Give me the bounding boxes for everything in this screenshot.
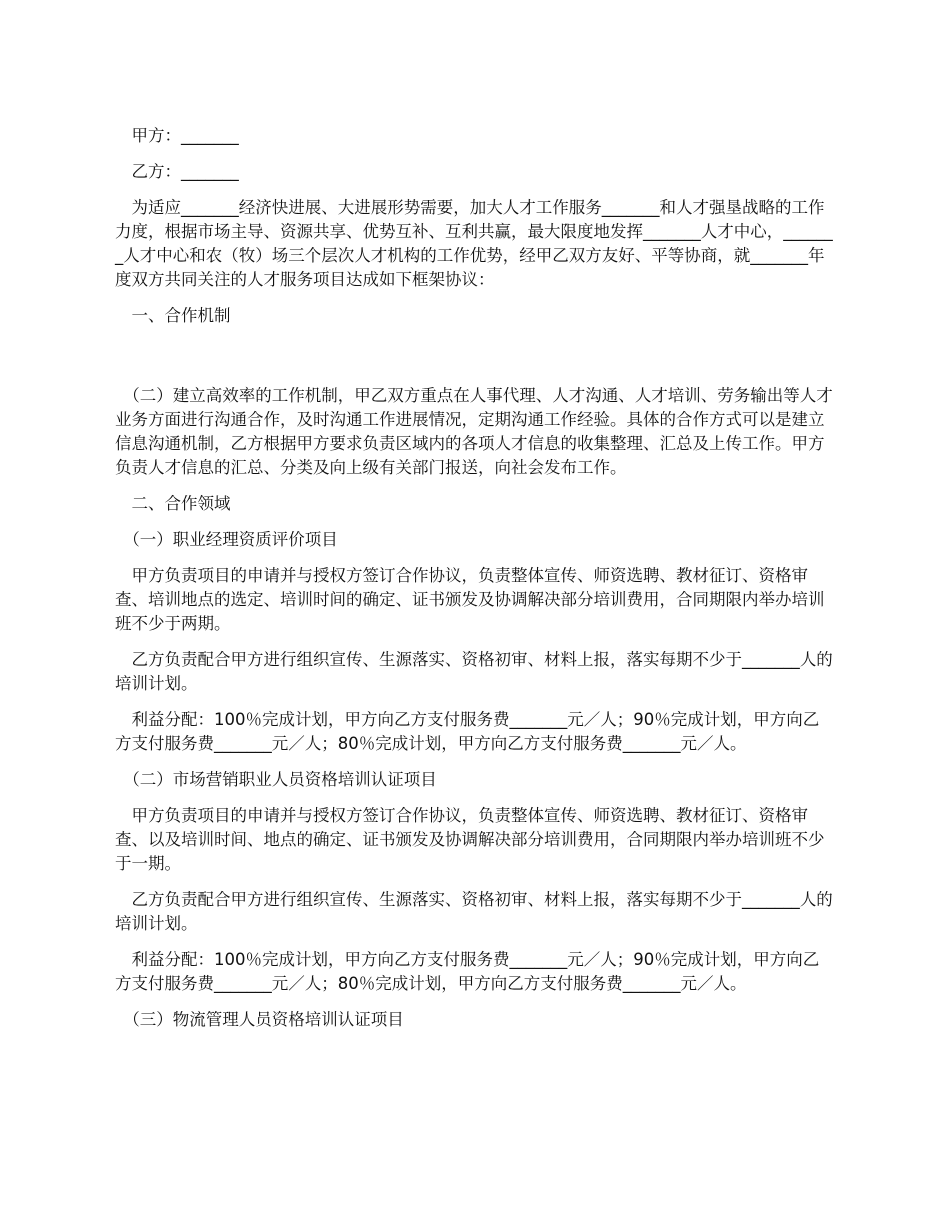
subsection-heading-logistics-certification: （三）物流管理人员资格培训认证项目 [115, 1010, 404, 1029]
party-a-duties-paragraph: 甲方负责项目的申请并与授权方签订合作协议，负责整体宣传、师资选聘、教材征订、资格审查、以及培训时间、地点的确定、证书颁发及协调解决部分培训费用，合同期限内举办培训班不少于一期。 [115, 806, 825, 873]
section-heading-cooperation-fields: 二、合作领域 [115, 494, 231, 513]
profit-distribution-paragraph: 利益分配：100％完成计划，甲方向乙方支付服务费_______元／人；90％完成计划，甲方向乙方支付服务费_______元／人；80％完成计划，甲方向乙方支付服务费_______元／人。 [115, 710, 820, 753]
subsection-heading-marketing-certification: （二）市场营销职业人员资格培训认证项目 [115, 770, 437, 789]
party-b-duties-paragraph: 乙方负责配合甲方进行组织宣传、生源落实、资格初审、材料上报，落实每期不少于_______人的培训计划。 [115, 890, 833, 933]
subsection-heading-manager-qualification: （一）职业经理资质评价项目 [115, 530, 338, 549]
clause-efficient-mechanism: （二）建立高效率的工作机制，甲乙双方重点在人事代理、人才沟通、人才培训、劳务输出等人才业务方面进行沟通合作，及时沟通工作进展情况，定期沟通工作经验。具体的合作方式可以是建立信息沟通机制，乙方根据甲方要求负责区域内的各项人才信息的收集整理、汇总及上传工作。甲方负责人才信息的汇总、分类及向上级有关部门报送，向社会发布工作。 [115, 386, 833, 477]
section-heading-cooperation-mechanism: 一、合作机制 [115, 306, 231, 325]
document-page [115, 124, 835, 1032]
profit-distribution-paragraph: 利益分配：100％完成计划，甲方向乙方支付服务费_______元／人；90％完成计划，甲方向乙方支付服务费_______元／人；80％完成计划，甲方向乙方支付服务费_______元／人。 [115, 950, 820, 993]
party-a-duties-paragraph: 甲方负责项目的申请并与授权方签订合作协议，负责整体宣传、师资选聘、教材征订、资格审查、培训地点的选定、培训时间的确定、证书颁发及协调解决部分培训费用，合同期限内举办培训班不少于两期。 [115, 566, 825, 633]
party-b-line: 乙方：_______ [115, 162, 239, 181]
party-a-line: 甲方：_______ [115, 126, 239, 145]
party-b-duties-paragraph: 乙方负责配合甲方进行组织宣传、生源落实、资格初审、材料上报，落实每期不少于_______人的培训计划。 [115, 650, 833, 693]
preamble-paragraph: 为适应_______经济快进展、大进展形势需要，加大人才工作服务_______和人才强垦战略的工作力度，根据市场主导、资源共享、优势互补、互利共赢，最大限度地发挥_______人才中心，_______人才中心和农（牧）场三个层次人才机构的工作优势，经甲乙双方友好、平等协商，就_______年度双方共同关注的人才服务项目达成如下框架协议： [115, 198, 833, 289]
